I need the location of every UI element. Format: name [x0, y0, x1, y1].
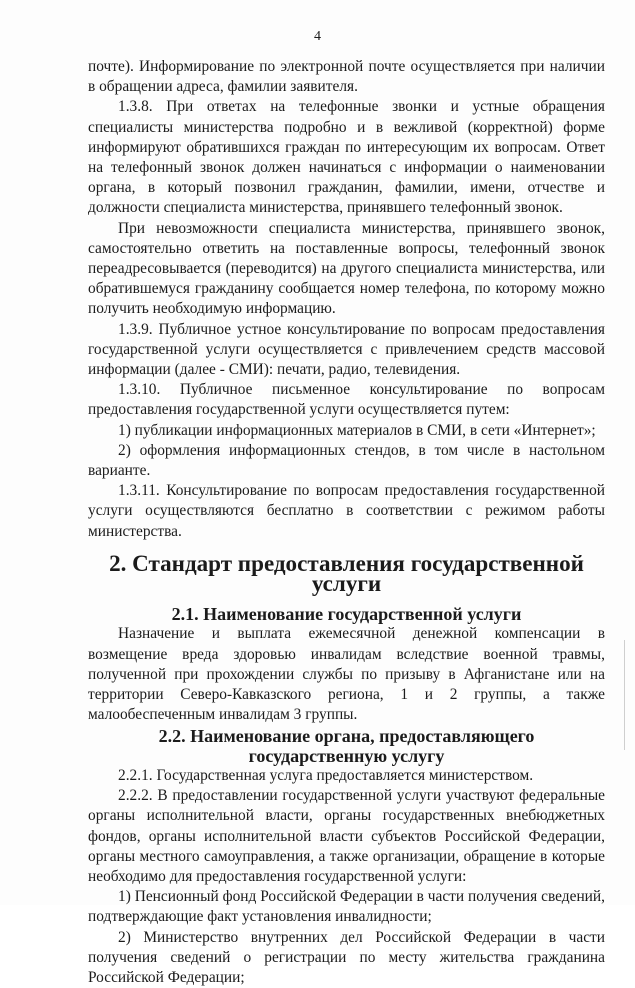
paragraph-2-2-2: 2.2.2. В предоставлении государственной услуги участвуют федеральные органы исполнительной власти, органы государственных внебюджетных фондов, органы исполнительной власти субъектов Российской Федерации, органы местного самоуправления, а также организации, обращение в которые необходимо для предоставления государственной услуги: [88, 787, 605, 885]
section-2-heading: 2. Стандарт предоставления государственной услуги [109, 549, 584, 597]
paragraph-call-redirect: При невозможности специалиста министерства, принявшего звонок, самостоятельно ответить на поставленные вопросы, телефонный звонок переадресовывается (переводится) на другого специалиста министерства, или обратившемуся гражданину сообщается номер телефона, по которому можно получить необходимую информацию. [88, 219, 605, 318]
paragraph-email-info: почте). Информирование по электронной почте осуществляется при наличии в обращении адреса, фамилии заявителя. [88, 58, 605, 96]
list-item-stands: 2) оформления информационных стендов, в том числе в настольном варианте. [88, 441, 605, 480]
scan-edge-mark [624, 640, 625, 750]
paragraph-service-name: Назначение и выплата ежемесячной денежной компенсации в возмещение вреда здоровью инвалидам вследствие военной травмы, полученной при прохождении службы по призыву в Афганистане или на территории Северо-Кавказского региона, 1 и 2 группы, а также малообеспеченным инвалидам 3 группы. [88, 625, 605, 724]
page-number: 4 [314, 29, 321, 44]
paragraph-1-3-11: 1.3.11. Консультирование по вопросам предоставления государственной услуги осуществляются бесплатно в соответствии с режимом работы министерства. [88, 482, 605, 540]
list-item-interior-ministry: 2) Министерство внутренних дел Российской Федерации в части получения сведений о регистрации по месту жительства гражданина Российской Федерации; [88, 928, 605, 986]
paragraph-1-3-8: 1.3.8. При ответах на телефонные звонки и устные обращения специалисты министерства подробно и в вежливой (корректной) форме информируют обратившихся граждан по интересующим их вопросам. Ответ на телефонный звонок должен начинаться с информации о наименовании органа, в который позвонил гражданин, фамилии, имени, отчестве и должности специалиста министерства, принявшего телефонный звонок. [88, 98, 605, 217]
paragraph-1-3-10-rest: предоставления государственной услуги осуществляется путем: [88, 401, 510, 419]
list-item-publications: 1) публикации информационных материалов в СМИ, в сети «Интернет»; [118, 421, 596, 439]
document-body [88, 57, 605, 988]
paragraph-1-3-10-line1: 1.3.10. Публичное письменное консультирование по вопросам [118, 381, 605, 399]
subsection-2-2-heading: 2.2. Наименование органа, предоставляющего государственную услугу [158, 725, 535, 766]
subsection-2-1-heading: 2.1. Наименование государственной услуги [171, 604, 522, 625]
paragraph-1-3-9: 1.3.9. Публичное устное консультирование по вопросам предоставления государственной услуги осуществляется с привлечением средств массовой информации (далее - СМИ): печати, радио, телевидения. [88, 320, 605, 379]
list-item-pension-fund: 1) Пенсионный фонд Российской Федерации в части получения сведений, подтверждающие факт установления инвалидности; [88, 888, 605, 926]
paragraph-2-2-1: 2.2.1. Государственная услуга предоставляется министерством. [118, 766, 534, 784]
